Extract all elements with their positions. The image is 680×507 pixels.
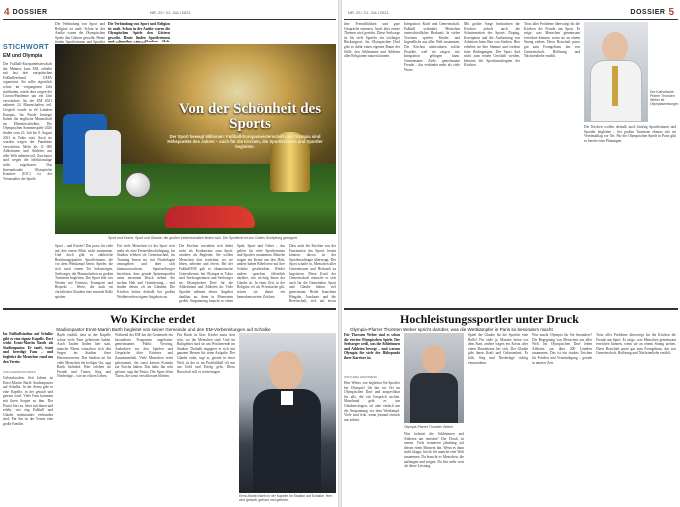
left-article-title: Wo Kirche erdet bbox=[110, 312, 196, 326]
left-issue-info: NR. 29 / 21. JULI 2021 bbox=[150, 9, 191, 15]
right-page-number: 5 bbox=[668, 6, 674, 18]
right-issue-wrap bbox=[348, 6, 389, 18]
body-col-4: Spiel, Sport und Gebet – das gehört für viele Sportlerinnen und Sportler zusammen. Manche tragen ein Kreuz um den Hals, andere haben Bibelverse auf ihre Schuhe geschrieben. Wieder andere sprechen öffentlich darüber, wie wichtig ihnen der Glaube ist. In einer Zeit, in der Religion oft als Privatsache gilt, setzen sie damit ein bemerkenswertes Zeichen. bbox=[237, 244, 285, 299]
body-col-5: Dass auch die Kirchen von der Faszination des Sports lernen können, davon ist der Sportbeauftragte überzeugt. Der Sport schaffe es, Menschen aller Generationen und Herkunft zu begeistern. Diese Kraft der Gemeinschaft wünsche er sich auch für die Gemeinden. Sport und Glaube hätten viel gemeinsam: Beide brauchten Hingabe, Ausdauer und die Bereitschaft, sich auf etwas bbox=[289, 244, 336, 304]
right-col-5: Die Kirchen wollen deshalb auch künftig Sportlerinnen und Sportler begleiten – bei großen Turnieren ebenso wie im Vereinsalltag vor Ort. Für die Olympischen Spiele in Paris gibt es bereits erste Planungen. bbox=[584, 125, 676, 143]
right-header-rule bbox=[344, 19, 678, 20]
body-col-top: Die Verbindung von Sport und Religion ist uralt. Schon in der Antike waren die Olympischen Spiele den Göttern geweiht. Heute finden Sportlerinnen und Sportler bbox=[55, 22, 105, 44]
right-page bbox=[342, 0, 680, 507]
weber-face bbox=[422, 345, 446, 373]
hero-white-jersey bbox=[85, 130, 121, 196]
hero-shoe bbox=[165, 206, 255, 228]
priest-stole bbox=[612, 66, 618, 106]
left-article-rule bbox=[3, 308, 336, 310]
right-article-subtitle: Olympia-Pfarrer Thorsten Weber spricht darüber, was die Wettkämpfer in Paris so besonders macht bbox=[350, 327, 553, 332]
pastor-photo-caption: Ernst-Martin Barth in der Kapelle im Stadion auf Schalke. Hier wird getauft, getraut und gebetet. bbox=[239, 494, 332, 502]
dossier-author: VON SEBASTIAN WERNER bbox=[108, 40, 147, 44]
body-col-1: Sport – und Kirche? Das passt für viele auf den ersten Blick nicht zusammen. Und doch gibt es zahlreiche Berührungspunkte: Sportlerinnen, die vor dem Wettkampf beten, Spieler, die sich nach einem Tor bekreuzigen, Seelsorger, die Mannschaften zu großen Turnieren begleiten. Der Sport lebt von Werten wie Fairness, Teamgeist und Respekt – Werte, die auch im christlichen Glauben eine zentrale Rolle spielen. bbox=[55, 244, 113, 299]
stichwort-label: STICHWORT bbox=[3, 44, 49, 51]
weber-photo bbox=[404, 333, 464, 423]
left-article-author: VON CHRISTIAN WOLF bbox=[3, 370, 37, 374]
pastor-collar bbox=[281, 391, 293, 405]
left-article-subtitle: Stadionpastor Ernst-Martin Barth begleitet von seiner Gemeinde und den EM-Vorbereitungen auf Schalke bbox=[56, 327, 271, 332]
left-article-col-2: Barth erzählt, dass in der Kapelle schon viele Fans geheiratet haben. Auch Taufen finden hier statt, manche Eltern wünschen sich den Segen im Stadion ihres Herzensvereins. Das Stadion sei für viele Menschen ein heiliger Ort, sagt Barth lächelnd. Hier erleben sie Freude und Trauer, Sieg und Niederlage – wie im echten Leben. bbox=[57, 333, 111, 379]
left-issue-wrap bbox=[150, 6, 191, 18]
right-article-col-4: Was macht Olympia für Sie besonders? Die Begegnung von Menschen aus aller Welt. Im Olympischen Dorf leben Athleten aus über 200 Ländern zusammen. Das ist ein starkes Zeichen für Frieden und Verständigung – gerade in unserer Zeit. bbox=[532, 333, 592, 365]
right-issue-info: NR. 29 / 21. JULI 2021 bbox=[348, 9, 389, 15]
pastor-face bbox=[269, 351, 303, 391]
right-article-col-1: Herr Weber, wie begleiten Sie Sportler bei Olympia? Ich bin vor Ort im Olympischen Dorf und ansprechbar für alle, die ein Gespräch suchen. Manchmal geht es um Glaubensfragen, oft aber einfach um die Anspannung vor dem Wettkampf. Viele sind froh, wenn jemand einfach nur zuhört. bbox=[344, 381, 400, 422]
hero-title: Von der Schönheit des Sports bbox=[178, 101, 322, 132]
stichwort-title: EM und Olympia bbox=[3, 53, 43, 59]
right-running-head bbox=[630, 6, 674, 18]
left-section-label: DOSSIER bbox=[12, 8, 48, 16]
left-running-head bbox=[4, 6, 48, 18]
right-article-author: VON LENA HOFFMANN bbox=[344, 375, 377, 379]
body-col-2: Für viele Menschen ist der Sport weit mehr als eine Freizeitbeschäftigung. Im Stadion erleben sie Gemeinschaft, im Training lernen sie, mit Niederlagen umzugehen und über sich hinauszuwachsen. Sportseelsorger berichten, dass gerade Spitzensportler unter enormem Druck stehen. Sie suchen Halt und Orientierung – und finden diesen oft im Glauben. Die Kirchen bieten deshalb bei großen Wettbewerben eigene Angebote an. bbox=[117, 244, 175, 299]
hero-football bbox=[125, 172, 151, 198]
weber-photo-caption: Olympia-Pfarrer Thorsten Weber bbox=[404, 425, 454, 429]
right-col-1: ihre Freundlichkeit und gute Gespräche erinnern. Auch über ernste Themen wird geredet. Diese Seelsorge ist für viele Sportler ein wichtiger Rückzugsort. Im Olympischen Dorf gibt es dafür einen eigenen Raum der Stille, den Athletinnen und Athleten aller Religionen nutzen können. bbox=[344, 22, 400, 59]
right-article-rule bbox=[344, 308, 678, 310]
right-article-col-2: Was belastet die Athletinnen und Athleten am meisten? Der Druck ist enorm. Viele trainieren jahrelang auf diesen einen Moment hin. Wenn es dann nicht klappt, bricht für manche eine Welt zusammen. Da braucht es Menschen, die auffangen und zeigen: Du bist mehr wert als deine Leistung. bbox=[404, 432, 464, 469]
right-section-label: DOSSIER bbox=[630, 8, 666, 16]
left-page-number: 4 bbox=[4, 6, 10, 18]
priest-portrait-caption: Der Katholische Pfarrer Thorsten Weber ist Olympiaseelsorger. bbox=[650, 90, 680, 106]
right-article-intro: Für Thorsten Weber sind es schon die vierten Olympischen Spiele. Der Seelsorger weiß, was die Athletinnen und Athleten bewegt – und warum Olympia für viele der Höhepunkt ihrer Karriere ist. bbox=[344, 333, 400, 360]
right-col-3: Mit großer Sorge beobachten die Kirchen jedoch auch die Schattenseiten des Sports: Doping, Korruption und die Ausbeutung von Arbeitern beim Bau von Stadien. Hier erheben sie ihre Stimme und fordern faire Bedingungen. Der Sport darf nicht zum reinen Geschäft werden, betonen die Sportbeauftragten der Kirchen. bbox=[464, 22, 520, 68]
left-article-col-4: Für Barth ist klar: Kirche muss dort sein, wo die Menschen sind. Und im Ruhrgebiet sind sie am Wochenende im Stadion. Deshalb engagiert er sich mit ganzem Herzen für seine Aufgabe. Der Glaube erdet, sagt er, gerade in einer Welt, in der es im Profifußball oft nur um Geld und Erfolg geht. Diese Botschaft will er weitertragen. bbox=[177, 333, 235, 374]
right-col-2: Integration: Kraft und Gemeinschaft. Fußball verbindet Menschen unterschiedlicher Herkunft. In vielen Vereinen spielen Kinder und Jugendliche aus aller Welt zusammen. Die Kirchen unterstützen solche Projekte, weil sie zeigen, wie Integration gelingen kann. Gemeinsame Ziele, gemeinsame Freude – das verbindet mehr als viele Worte. bbox=[404, 22, 460, 72]
priest-face bbox=[602, 32, 628, 62]
pastor-photo bbox=[239, 333, 336, 493]
weber-shirt bbox=[410, 373, 458, 423]
stichwort-box bbox=[3, 44, 52, 304]
right-article-title: Hochleistungssportler unter Druck bbox=[400, 312, 579, 326]
right-col-4: Trotz aller Probleme überwiegt für die Kirchen die Freude am Sport. Er zeige, was Menschen gemeinsam erreichen können, wenn sie an einem Strang ziehen. Diese Botschaft passe gut zum Evangelium, das von Gemeinschaft, Hoffnung und Nächstenliebe erzählt. bbox=[524, 22, 580, 59]
right-article-col-3: Spielt der Glaube für die Sportler eine Rolle? Für viele ja. Manche beten vor dem Start, andere tragen ein Kreuz oder einen Rosenkranz bei sich. Der Glaube gibt ihnen Kraft und Gelassenheit. Er hilft, Sieg und Niederlage richtig einzuordnen. bbox=[468, 333, 528, 365]
left-page bbox=[0, 0, 338, 507]
left-header-rule bbox=[3, 19, 336, 20]
hero-caption: Sport und Kirche, Sport und Glaube, die großen Leidenschaften finden sich. Die Sportlerin ist von Gottes Schöpfung gesegnet. bbox=[108, 236, 298, 240]
left-article-intro: Im Fußballstadion auf Schalke gibt es eine eigene Kapelle. Dort wirkt Ernst-Martin Barth als Stadionpastor. Er tauft, traut und beerdigt Fans – und begleitet die Menschen rund um den Verein. bbox=[3, 332, 53, 364]
hero-image bbox=[55, 44, 336, 234]
left-article-col-3: Während der EM hat die Gemeinde ein besonderes Programm angeboten: gemeinsames Public Viewing, Andachten vor den Spielen und Gespräche über Fairness und Zusammenhalt. Viele Menschen seien gekommen, die sonst keinen Kontakt zur Kirche hätten. Das habe ihn sehr gefreut, sagt der Pastor. Der Sport öffne Türen, die sonst verschlossen blieben. bbox=[115, 333, 173, 379]
body-col-3: Die Kirchen verstehen sich dabei nicht als Konkurrenz zum Sport, sondern als Begleiter. Sie wollen Menschen dort erreichen, wo sie leben, arbeiten und feiern. Bei der Fußball-EM gab es ökumenische Gottesdienste, bei Olympia in Tokio sind Seelsorgerinnen und Seelsorger im Olympischen Dorf für die Athletinnen und Athleten da. Viele Sportler nehmen dieses Angebot dankbar an, denn in Momenten großer Anspannung braucht es einen bbox=[179, 244, 233, 304]
right-article-col-5: Trotz aller Probleme überwiegt für die Kirchen die Freude am Sport. Er zeige, was Menschen gemeinsam erreichen können, wenn sie an einem Strang ziehen. Diese Botschaft passe gut zum Evangelium, das von Gemeinschaft, Hoffnung und Nächstenliebe erzählt. bbox=[596, 333, 676, 356]
left-article-col-1: Gelsenkirchen. Seit Jahren ist Ernst-Martin Barth Stadionpastor auf Schalke. In der Arena gibt es eine Kapelle, in der getauft und getraut wird. Viele Fans kommen mit ihren Sorgen zu ihm. Der Pastor hört zu, betet mit ihnen und erlebt, wie eng Fußball und Glaube miteinander verbunden sind. Für ihn ist der Verein eine große Familie. bbox=[3, 376, 53, 426]
priest-portrait bbox=[584, 22, 648, 122]
dossier-intro: Die Verbindung von Sport und Religion ist uralt. Schon in der Antike waren die Olympischen Spiele den Göttern geweiht. Heute finden Sportlerinnen bbox=[108, 22, 170, 40]
stichwort-text: Die Fußball-Europameisterschaft der Männer, kurz EM, erhielte mit fast drei europäischen Fußballverband UEFA organisiert. Sie sollte eigentlich schon im vergangenen Jahr stattfinden, wurde aber wegen der Corona-Pandemie um ein Jahr verschoben. An der EM 2021 nahmen 24 Mannschaften teil. Gespielt wurde in elf Ländern Europas. Im Finale besiegte Italien die englische Mannschaft im Elfmeterschießen. Die Olympischen Sommerspiele 2020 finden vom 23. Juli bis 8. August 2021 in Tokio statt. Auch sie wurden wegen der Pandemie verschoben. Mehr als 11 000 Athletinnen und Athleten aus aller Welt nehmen teil, Zuschauer sind wegen der Infektionslage nicht zugelassen. Das Internationale Olympische Komitee (IOC) ist der Veranstalter der Spiele. bbox=[3, 62, 52, 181]
hero-deck: Der Sport bewegt Millionen: Fußball-Europameisterschaft und Olympia sind Höhepunkte des Jahres – auch für die Kirchen, die Sportlerinnen und Sportler begleiten. bbox=[167, 134, 323, 149]
